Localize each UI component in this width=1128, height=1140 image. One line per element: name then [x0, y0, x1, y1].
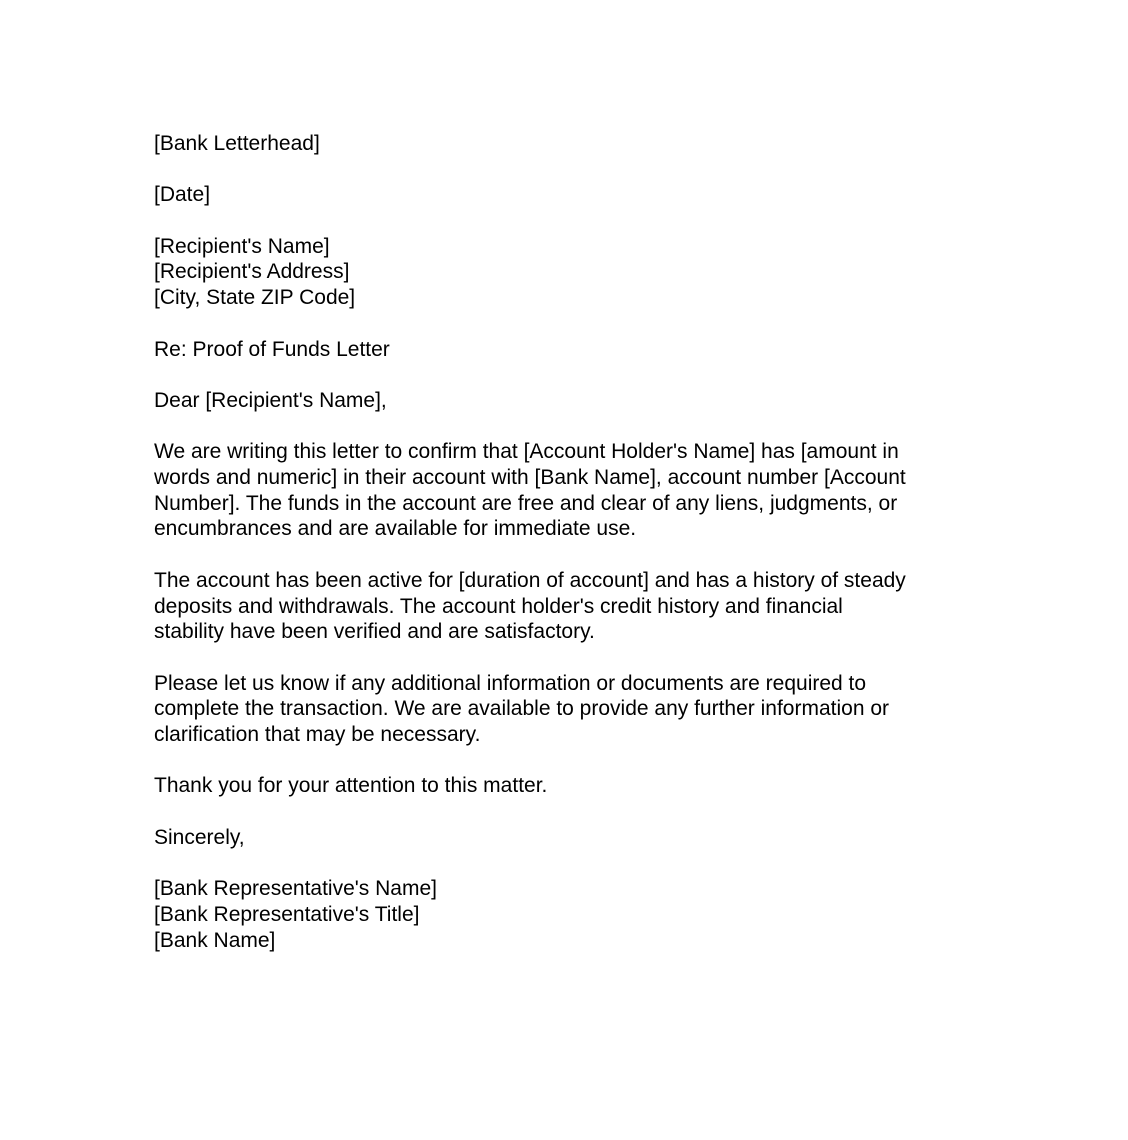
- signature-title: [Bank Representative's Title]: [154, 902, 420, 926]
- recipient-city-state-zip: [City, State ZIP Code]: [154, 286, 356, 310]
- body-paragraph-3: Please let us know if any additional information or documents are required to complete the transaction. We are available to provide any further information or clarification that may be necessary.: [154, 671, 889, 747]
- salutation: Dear [Recipient's Name],: [154, 388, 387, 412]
- signature-name: [Bank Representative's Name]: [154, 877, 437, 901]
- letter-body: [154, 131, 974, 979]
- recipient-name: [Recipient's Name]: [154, 234, 330, 258]
- letter-date: [Date]: [154, 183, 211, 207]
- recipient-block: [154, 234, 974, 311]
- signature-block: [154, 876, 974, 953]
- body-paragraph-1: We are writing this letter to confirm that [Account Holder's Name] has [amount in words and numeric] in their account with [Bank Name], account number [Account Number]. The funds in the account are free and clear of any liens, judgments, or encumbrances and are available for immediate use.: [154, 440, 906, 541]
- subject-line: Re: Proof of Funds Letter: [154, 337, 390, 361]
- closing: Sincerely,: [154, 825, 245, 849]
- signature-bank: [Bank Name]: [154, 928, 276, 952]
- recipient-address: [Recipient's Address]: [154, 260, 350, 284]
- letterhead: [Bank Letterhead]: [154, 132, 320, 155]
- thanks-line: Thank you for your attention to this matter.: [154, 774, 548, 798]
- body-paragraph-2: The account has been active for [duration of account] and has a history of steady deposits and withdrawals. The account holder's credit history and financial stability have been verified and are satisfactory.: [154, 568, 906, 644]
